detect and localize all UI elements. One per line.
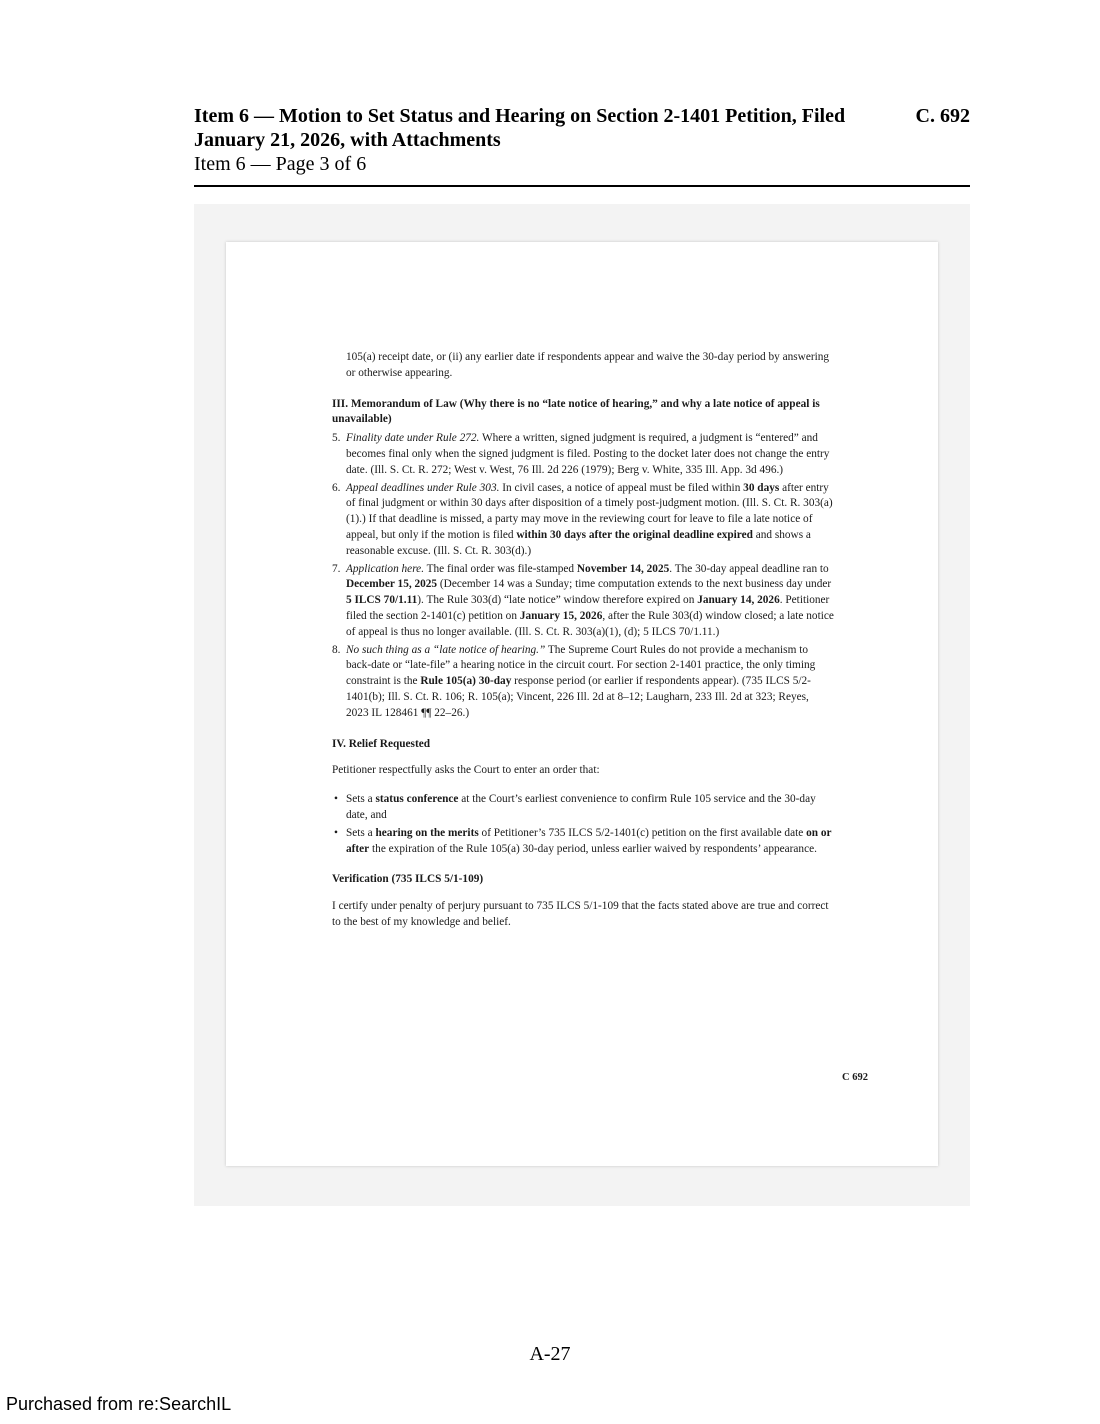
list-item: 5. Finality date under Rule 272. Where a written, signed judgment is required, a judgment is “entered” and becomes final only when the signed judgment is filed. Posting to the docket later does not change the entry date. (Ill. S. Ct. R. 272; West v. West, 76 Ill. 2d 226 (1979); Berg v. White, 335 Ill. App. 3d 496.) [332,432,830,476]
record-number: C. 692 [915,105,970,127]
page-stamp: C 692 [842,1072,868,1083]
list-item: • Sets a hearing on the merits of Petitioner’s 735 ILCS 5/2-1401(c) petition on the first available date on or after the expiration of the Rule 105(a) 30-day period, unless earlier waived by respondents’ appearance. [334,826,832,855]
list-item: 7. Application here. The final order was file-stamped November 14, 2025. The 30-day appeal deadline ran to December 15, 2025 (December 14 was a Sunday; time computation extends to the next business day under 5 ILCS 70/1.11). The Rule 303(d) “late notice” window therefore expired on January 14, 2026. Petitioner filed the section 2-1401(c) petition on January 15, 2026, after the Rule 303(d) window closed; a late notice of appeal is thus no longer available. (Ill. S. Ct. R. 303(a)(1), (d); 5 ILCS 70/1.11.) [332,562,834,638]
list-item: 6. Appeal deadlines under Rule 303. In civil cases, a notice of appeal must be filed within 30 days after entry of final judgment or within 30 days after disposition of a timely post-judgment motion. (Ill. S. Ct. R. 303(a)(1).) If that deadline is missed, a party may move in the reviewing court for leave to file a late notice of appeal, but only if the motion is filed within 30 days after the original deadline expired and shows a reasonable excuse. (Ill. S. Ct. R. 303(d).) [332,481,833,557]
bullet-icon: • [334,793,338,806]
page-title: Item 6 — Motion to Set Status and Hearing on Section 2-1401 Petition, Filed January 21, 2026, with Attachments [194,105,846,151]
watermark-text: Purchased from re:SearchIL [6,1394,232,1414]
header-divider [194,185,970,187]
verification-text: I certify under penalty of perjury pursuant to 735 ILCS 5/1-109 that the facts stated above are true and correct to the best of my knowledge and belief. [332,900,829,928]
page-header [194,104,970,176]
section-iii-heading: III. Memorandum of Law (Why there is no “late notice of hearing,” and why a late notice of appeal is unavailable) [332,397,820,426]
continuation-paragraph: 105(a) receipt date, or (ii) any earlier date if respondents appear and waive the 30-day period by answering or otherwise appearing. [346,351,830,379]
section-iv-heading: IV. Relief Requested [332,737,431,750]
verification-heading: Verification (735 ILCS 5/1-109) [332,873,484,886]
document-page [226,242,938,1166]
list-item: 8. No such thing as a “late notice of hearing.” The Supreme Court Rules do not provide a mechanism to back-date or “late-file” a hearing notice in the circuit court. For section 2-1401 practice, the only timing constraint is the Rule 105(a) 30-day response period (or earlier if respondents appear). (735 ILCS 5/2-1401(b); Ill. S. Ct. R. 106; R. 105(a); Vincent, 226 Ill. 2d at 8–12; Laugharn, 233 Ill. 2d at 323; Reyes, 2023 IL 128461 ¶¶ 22–26.) [332,643,816,719]
page-number: A-27 [529,1343,571,1365]
document-body [332,350,834,944]
document-image-frame [194,204,970,1206]
bullet-icon: • [334,826,338,839]
page-subtitle: Item 6 — Page 3 of 6 [194,153,367,175]
relief-intro: Petitioner respectfully asks the Court to enter an order that: [332,764,600,777]
list-item: • Sets a status conference at the Court’s earliest convenience to confirm Rule 105 service and the 30-day date, and [334,793,816,821]
